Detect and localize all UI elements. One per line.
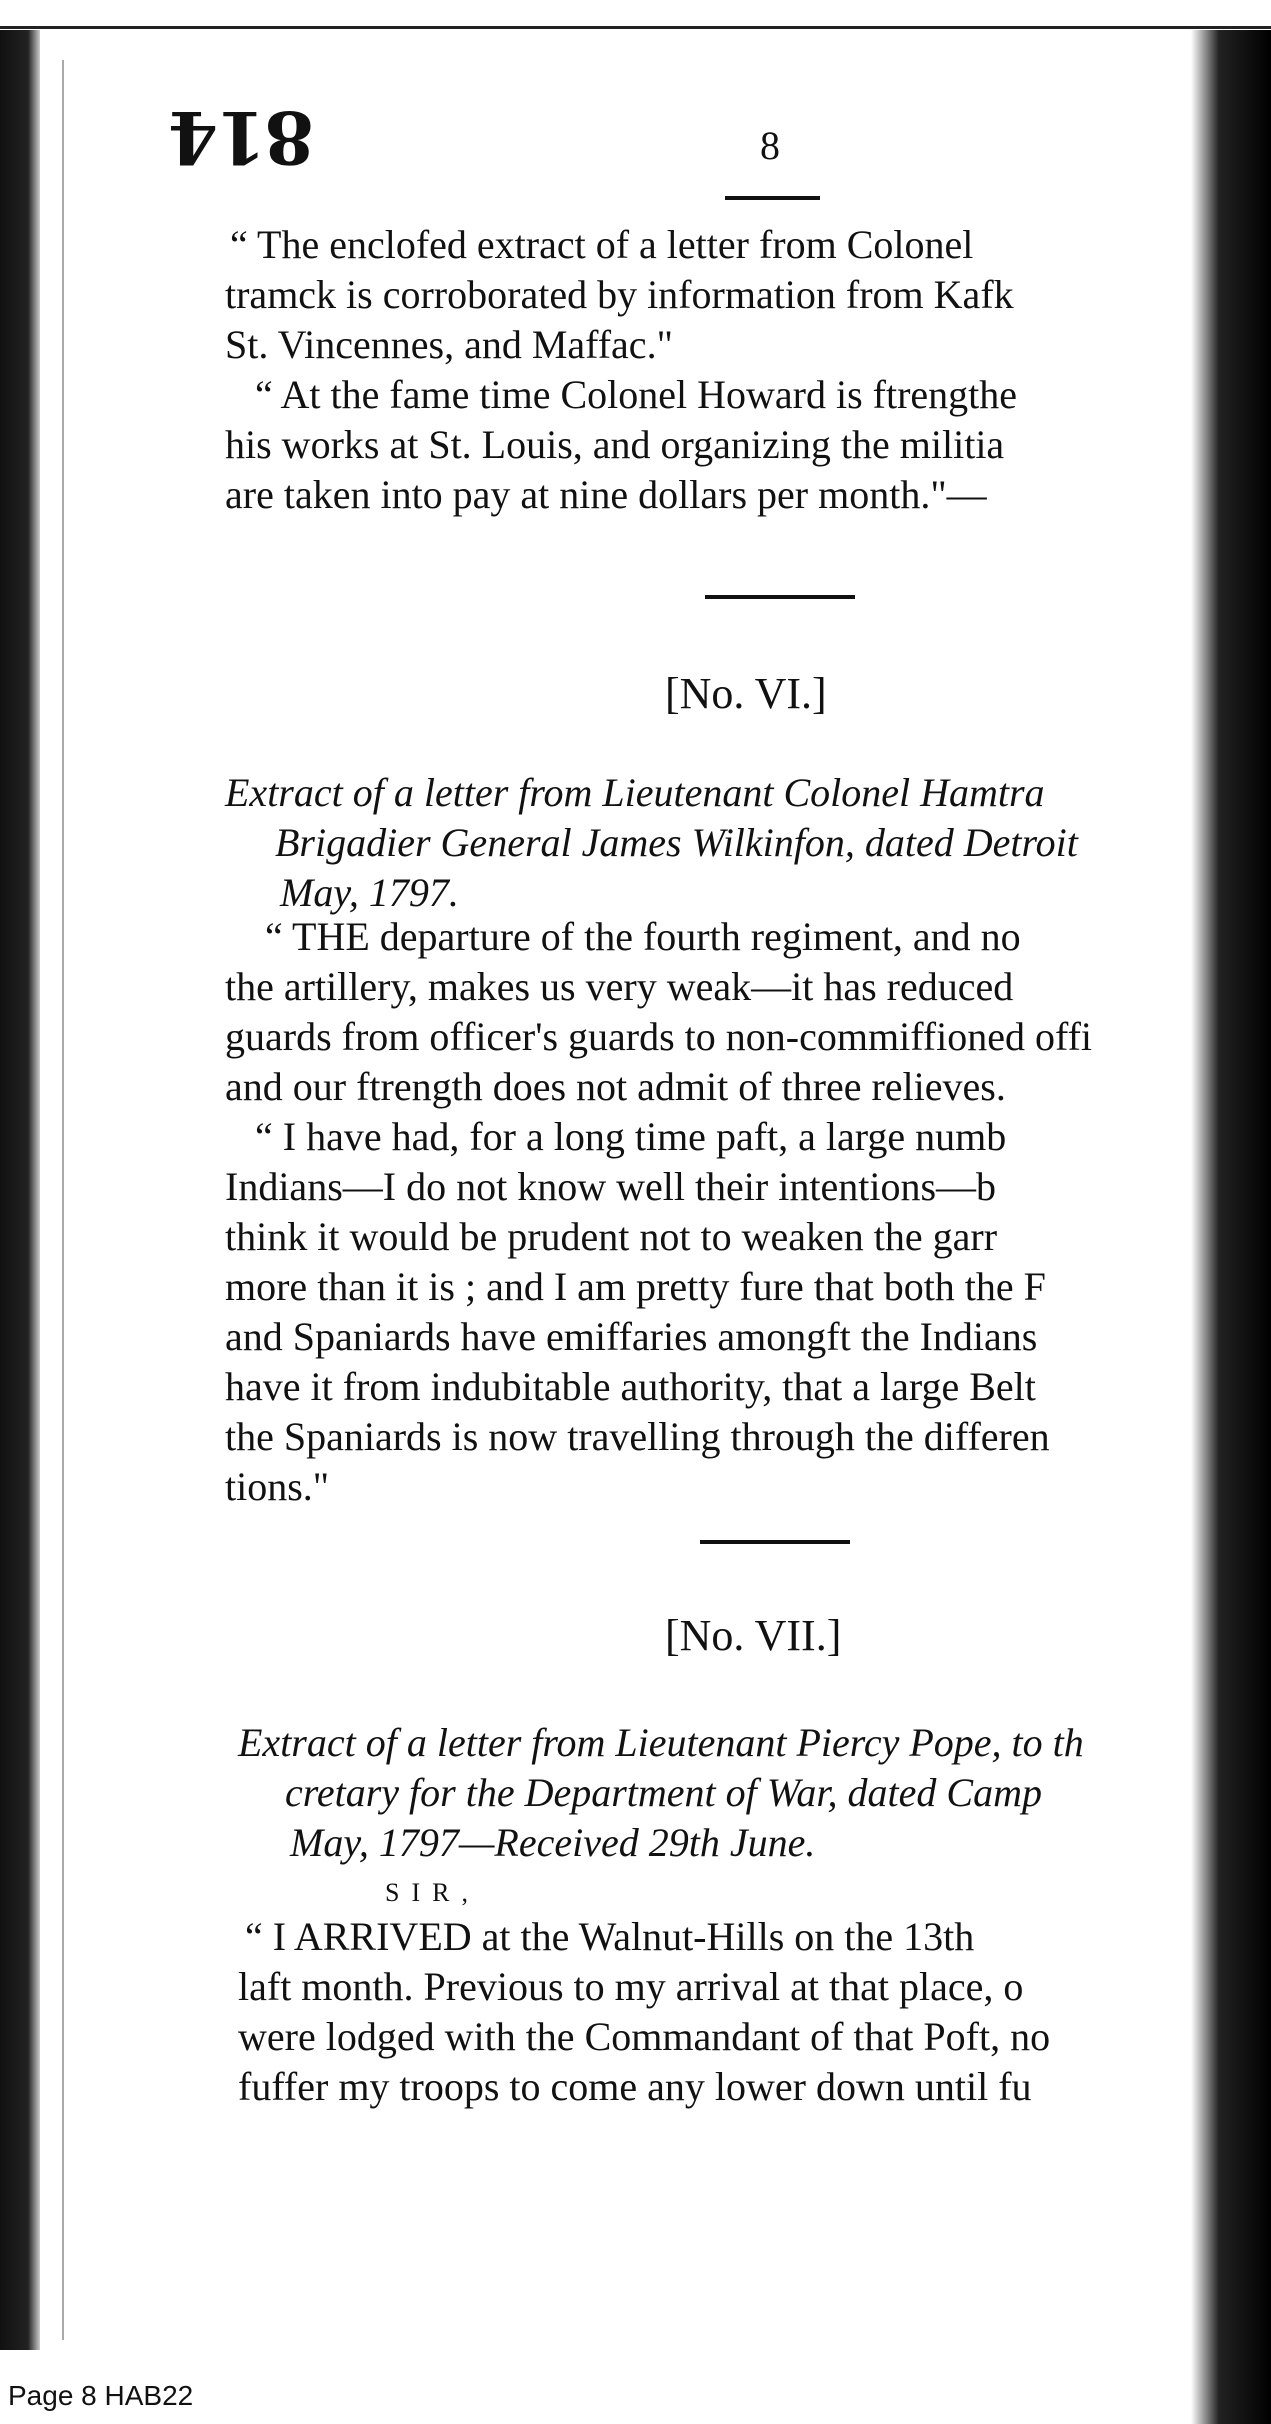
page-number-rule [725, 196, 820, 200]
text-line: the artillery, makes us very weak—it has reduced [225, 964, 1014, 1009]
section-heading: [No. VII.] [665, 1611, 842, 1660]
text-line: have it from indubitable authority, that a large Belt [225, 1364, 1036, 1409]
page-footer-label: Page 8 HAB22 [8, 2380, 194, 2411]
inverted-stamp-number: 814 [170, 95, 315, 180]
text-line: tramck is corroborated by information from Kafk [225, 272, 1014, 317]
text-line: his works at St. Louis, and organizing the militia [225, 422, 1005, 467]
text-line: the Spaniards is now travelling through the differen [225, 1414, 1050, 1459]
salutation: SIR, [385, 1878, 480, 1907]
right-scan-shadow [1191, 30, 1271, 2424]
top-border-rule [0, 26, 1271, 29]
text-line: more than it is ; and I am pretty fure that both the F [225, 1264, 1046, 1309]
section-heading: [No. VI.] [665, 669, 827, 718]
section-divider [705, 595, 855, 599]
left-margin-line [62, 60, 64, 2340]
text-line: are taken into pay at nine dollars per month."— [225, 472, 987, 517]
text-line: “ I have had, for a long time paft, a large numb [255, 1114, 1007, 1159]
extract-line: May, 1797—Received 29th June. [290, 1820, 816, 1865]
extract-line: Brigadier General James Wilkinfon, dated Detroit [275, 820, 1078, 865]
section-divider [700, 1540, 850, 1544]
text-line: “ The enclofed extract of a letter from Colonel [230, 222, 974, 267]
text-line: Indians—I do not know well their intentions—b [225, 1164, 997, 1209]
extract-line: Extract of a letter from Lieutenant Piercy Pope, to th [238, 1720, 1084, 1765]
text-line: “ THE departure of the fourth regiment, and no [265, 914, 1021, 959]
text-line: “ At the fame time Colonel Howard is ftrengthe [255, 372, 1018, 417]
text-line: tions." [225, 1464, 330, 1509]
text-line: “ I ARRIVED at the Walnut-Hills on the 13th [245, 1914, 975, 1959]
text-line: fuffer my troops to come any lower down until fu [238, 2064, 1032, 2109]
text-line: laft month. Previous to my arrival at that place, o [238, 1964, 1024, 2009]
page-number: 8 [760, 123, 780, 168]
text-line: were lodged with the Commandant of that Poft, no [238, 2014, 1051, 2059]
left-scan-shadow [0, 30, 40, 2350]
extract-line: cretary for the Department of War, dated Camp [285, 1770, 1042, 1815]
text-line: and our ftrength does not admit of three relieves. [225, 1064, 1006, 1109]
extract-line: Extract of a letter from Lieutenant Colonel Hamtra [225, 770, 1045, 815]
text-line: guards from officer's guards to non-commiffioned offi [225, 1014, 1093, 1059]
text-line: think it would be prudent not to weaken the garr [225, 1214, 998, 1259]
extract-line: May, 1797. [280, 870, 459, 915]
text-line: St. Vincennes, and Maffac." [225, 322, 673, 367]
text-line: and Spaniards have emiffaries amongft the Indians [225, 1314, 1038, 1359]
